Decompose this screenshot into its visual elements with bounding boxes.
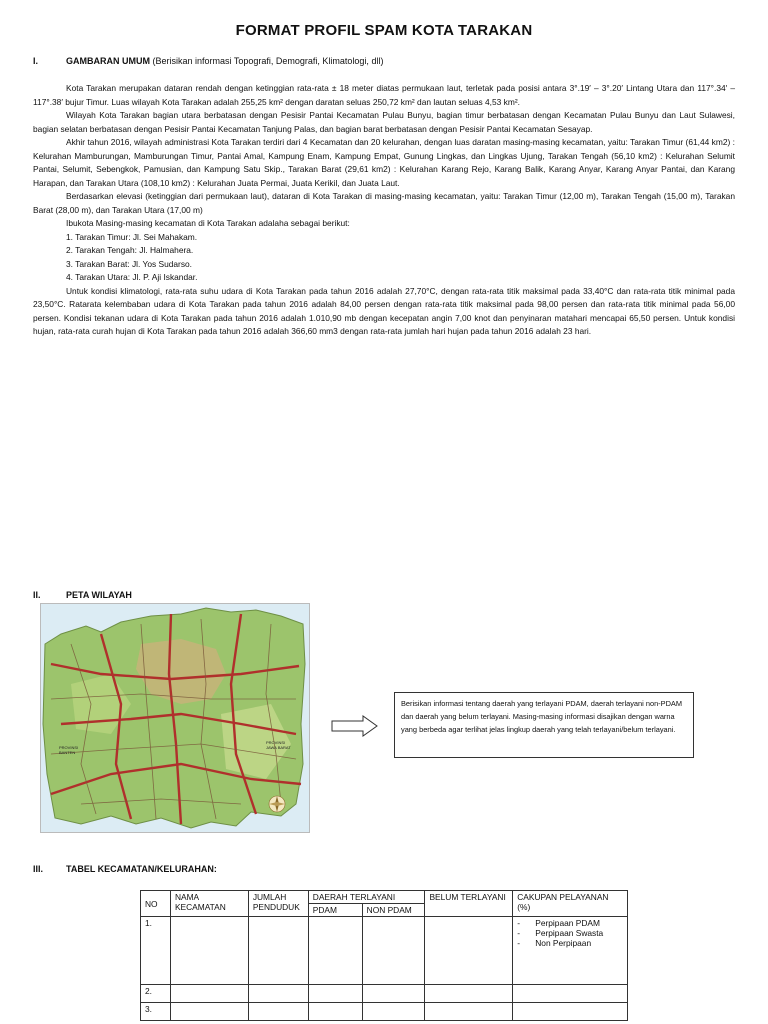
row-cell [425,917,513,985]
row-cell [308,917,362,985]
header-non-pdam: NON PDAM [362,904,425,917]
section-1-note: (Berisikan informasi Topografi, Demografi, Klimatologi, dll) [152,56,384,66]
list-item: 4. Tarakan Utara: Jl. P. Aji Iskandar. [66,272,198,282]
row-cell [362,917,425,985]
kecamatan-table [140,890,628,1021]
document-title: FORMAT PROFIL SPAM KOTA TARAKAN [235,22,533,39]
section-2-heading [33,590,132,600]
paragraph-climatology: Untuk kondisi klimatologi, rata-rata suhu udara di Kota Tarakan pada tahun 2016 adalah 27,70°C, dengan rata-rata titik maksimal pada 33,40°C dan rata-rata titik minimal pada 23,50°C. Ratarata kelembaban udara di Kota Tarakan pada tahun 2016 adalah 84,00 persen dengan rata-rata titik maksimal pada 98,00 persen dan rata-rata titik minimal pada 56,00 persen. Kondisi tekanan udara di Kota Tarakan pada tahun 2016 adalah 1.010,90 mb dengan kecepatan angin 7,00 knot dan penyinaran matahari mencapai 65,50 persen. Untuk kondisi hujan, rata-rata curah hujan di Kota Tarakan pada tahun 2016 adalah 366,60 mm3 dengan rata-rata jumlah hari hujan pada tahun 2016 adalah 23 hari. [33,285,735,336]
list-item: 3. Tarakan Barat: Jl. Yos Sudarso. [66,258,193,269]
row-cell [248,917,308,985]
map-label-left: PROVINSI BANTEN [59,745,79,755]
map-label-right: PROVINSI JAWA BARAT [266,740,291,750]
section-3-title: TABEL KECAMATAN/KELURAHAN: [66,864,217,874]
capitals-list [33,231,735,285]
paragraph-capitals-intro: Ibukota Masing-masing kecamatan di Kota Tarakan adalaha sebagai berikut: [66,218,350,228]
row-number: 3. [141,1003,171,1021]
row-number: 1. [141,917,171,985]
header-belum-terlayani: BELUM TERLAYANI [425,891,513,917]
cakupan-item: - Perpipaan Swasta [517,928,604,938]
region-map [40,603,310,833]
header-nama-kecamatan: NAMA KECAMATAN [170,891,248,917]
section-1-title: GAMBARAN UMUM [66,56,150,66]
cakupan-cell [513,917,628,985]
header-cakupan-pelayanan: CAKUPAN PELAYANAN (%) [513,891,628,917]
header-jumlah-penduduk: JUMLAH PENDUDUK [248,891,308,917]
section-3-heading [33,864,217,874]
compass-rose-icon [269,796,285,812]
cakupan-item: - Perpipaan PDAM [517,918,600,928]
section-2-number: II. [33,590,41,600]
table-header-row [141,891,628,904]
paragraph-administration: Akhir tahun 2016, wilayah administrasi Kota Tarakan terdiri dari 4 Kecamatan dan 20 kelurahan, dengan luas daratan masing-masing kecamatan, yaitu: Tarakan Timur (61,44 km2) : Kelurahan Mamburungan, Mamburungan Timur, Pantai Amal, Kampung Enam, Kampung Empat, Gunung Lingkas, dan Lingkas Ujung, Tarakan Tengah (56,10 km2) : Kelurahan Selumit Pantai, Selumit, Sebengkok, Pamusian, dan Kampung Satu Skip., Tarakan Barat (29,61 km2) : Kelurahan Karang Rejo, Karang Balik, Karang Anyar, Karang Anyar Pantai, dan Karang Harapan, dan Tarakan Utara (108,10 km2) : Kelurahan Juata Permai, Juata Kerikil, dan Juata Laut. [33,137,735,188]
section-2-title: PETA WILAYAH [66,590,132,600]
section-3-number: III. [33,864,44,874]
table-row [141,917,628,985]
header-no: NO [141,891,171,917]
map-info-box: Berisikan informasi tentang daerah yang terlayani PDAM, daerah terlayani non-PDAM dan daerah yang belum terlayani. Masing-masing informasi disajikan dengan warna yang berbeda agar terlihat jelas lingkup daerah yang telah terlayani/belum terlayani. [394,692,694,758]
table-row [141,1003,628,1021]
row-number: 2. [141,985,171,1003]
table-row [141,985,628,1003]
section-1-body [33,82,735,339]
list-item: 2. Tarakan Tengah: Jl. Halmahera. [66,245,194,255]
section-1-number: I. [33,56,39,66]
paragraph-location: Kota Tarakan merupakan dataran rendah dengan ketinggian rata-rata ± 18 meter diatas permukaan laut, terletak pada posisi antara 3°.19′ – 3°.20′ Lintang Utara dan 117°.34′ – 117°.38′ bujur Timur. Luas wilayah Kota Tarakan adalah 255,25 km² dengan daratan seluas 250,72 km² dan lautan seluas 4,53 km². [33,83,735,107]
row-cell [170,917,248,985]
cakupan-item: - Non Perpipaan [517,938,592,948]
section-1-heading [33,56,383,66]
arrow-right-icon [331,715,378,737]
header-daerah-terlayani: DAERAH TERLAYANI [308,891,425,904]
list-item: 1. Tarakan Timur: Jl. Sei Mahakam. [66,231,198,242]
paragraph-elevation: Berdasarkan elevasi (ketinggian dari permukaan laut), dataran di Kota Tarakan di masing-masing kecamatan, yaitu: Tarakan Timur (12,00 m), Tarakan Tengah (15,00 m), Tarakan Barat (28,00 m), dan Tarakan Utara (17,00 m) [33,191,735,215]
paragraph-borders: Wilayah Kota Tarakan bagian utara berbatasan dengan Pesisir Pantai Kecamatan Pulau Bunyu, bagian timur berbatasan dengan Kecamatan Pulau Bunyu dan Laut Sulawesi, bagian selatan berbatasan dengan Pesisir Pantai Kecamatan Tanjung Palas, dan bagian barat berbatasan dengan Pesisir Pantai Kecamatan Sesayap. [33,110,735,134]
header-pdam: PDAM [308,904,362,917]
region-map-graphic [41,604,309,832]
